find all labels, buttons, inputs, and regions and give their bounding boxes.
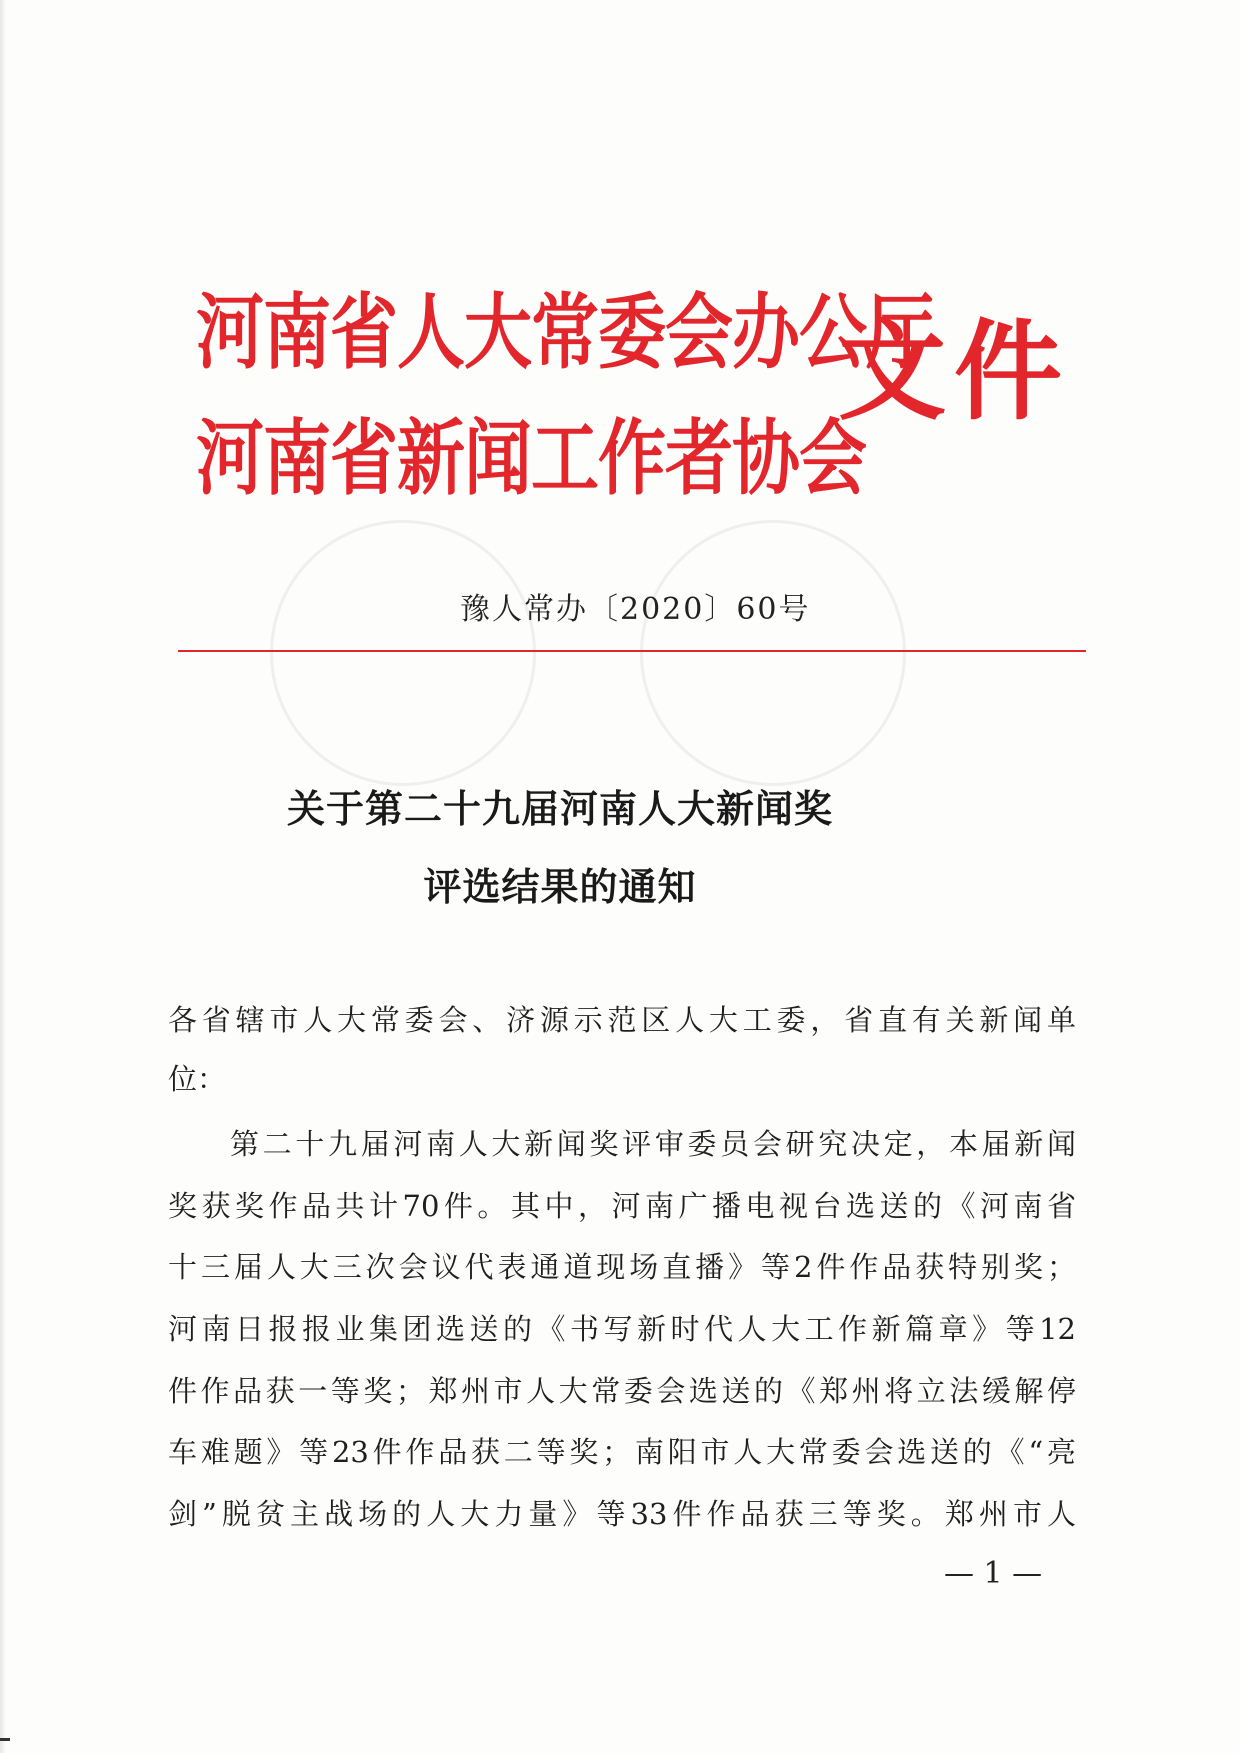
body-line-1: 各省辖市人大常委会、济源示范区人大工委，省直有关新闻单 <box>168 1003 1076 1037</box>
red-separator-line <box>178 650 1086 652</box>
document-type-label: 文件 <box>838 314 1071 433</box>
ghost-seal-left <box>270 520 536 786</box>
body-line-8: 车难题》等23件作品获二等奖；南阳市人大常委会选送的《“亮 <box>168 1435 1076 1469</box>
document-number: 豫人常办〔2020〕60号 <box>460 592 811 627</box>
body-line-2: 位： <box>168 1062 227 1096</box>
body-line-6: 河南日报报业集团选送的《书写新时代人大工作新篇章》等12 <box>168 1312 1076 1346</box>
scan-mark <box>0 1738 10 1741</box>
ghost-seal-right <box>640 520 906 786</box>
page-number: — 1 — <box>944 1556 1043 1591</box>
title-line-2: 评选结果的通知 <box>423 864 697 909</box>
body-line-7: 件作品获一等奖；郑州市人大常委会选送的《郑州将立法缓解停 <box>168 1374 1076 1408</box>
body-line-4: 奖获奖作品共计70件。其中，河南广播电视台选送的《河南省 <box>168 1189 1076 1223</box>
body-line-5: 十三届人大三次会议代表通道现场直播》等2件作品获特别奖； <box>168 1250 1076 1284</box>
issuer-line-2: 河南省新闻工作者协会 <box>196 413 867 505</box>
title-line-1: 关于第二十九届河南人大新闻奖 <box>286 786 833 831</box>
body-line-3: 第二十九届河南人大新闻奖评审委员会研究决定，本届新闻 <box>230 1127 1076 1161</box>
issuer-line-1: 河南省人大常委会办公厅 <box>196 287 934 379</box>
body-line-9: 剑”脱贫主战场的人大力量》等33件作品获三等奖。郑州市人 <box>168 1497 1076 1531</box>
